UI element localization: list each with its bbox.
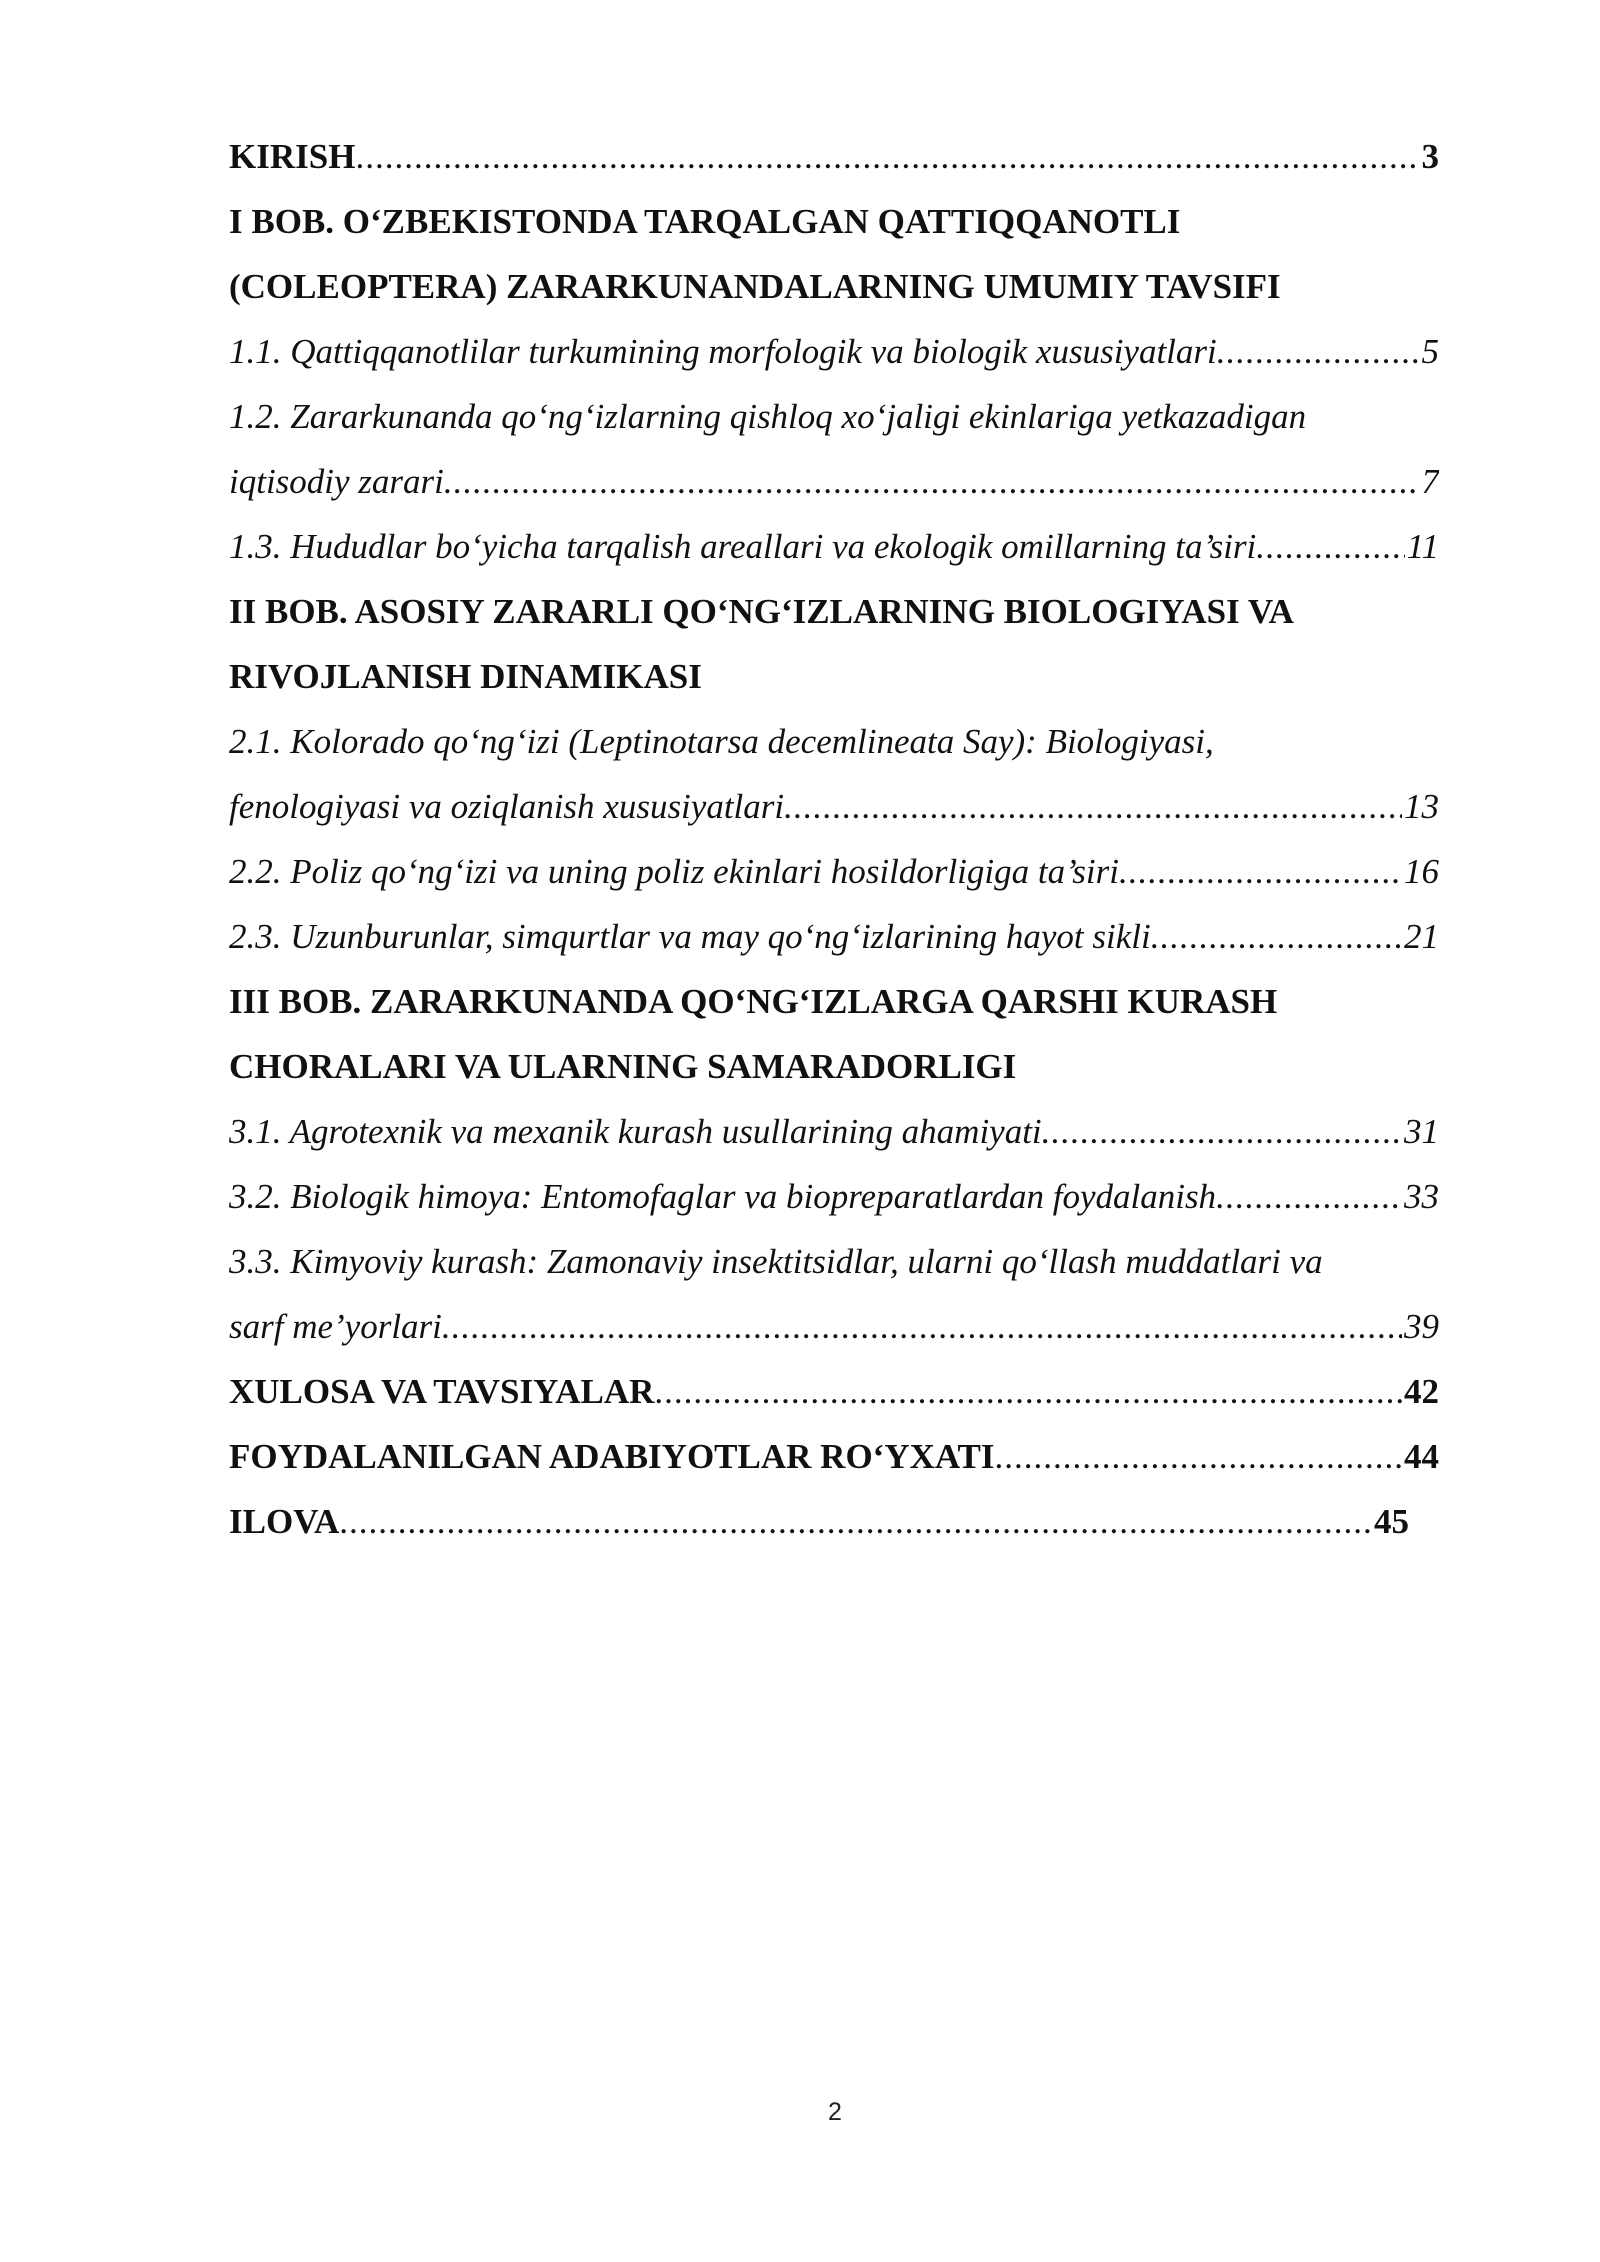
toc-entry-kirish [229,124,1439,189]
toc-page-number: 21 [1404,917,1439,956]
toc-entry-xulosa [229,1359,1439,1424]
dot-leader [654,1359,1402,1424]
toc-page-number: 13 [1404,787,1439,826]
toc-page-number: 5 [1421,332,1439,371]
toc-entry-title: 3.1. Agrotexnik va mexanik kurash usullarining ahamiyati [229,1112,1042,1151]
toc-page-number: 16 [1404,852,1439,891]
toc-entry-title: 2.2. Poliz qo‘ng‘izi va uning poliz ekinlari hosildorligiga ta’siri [229,852,1119,891]
chapter-1-title-line-1: I BOB. O‘ZBEKISTONDA TARQALGAN QATTIQQANOTLI [229,202,1181,241]
toc-entry-title: fenologiyasi va oziqlanish xususiyatlari [229,787,785,826]
toc-entry-title: FOYDALANILGAN ADABIYOTLAR RO‘YXATI [229,1437,995,1476]
dot-leader [442,1294,1402,1359]
toc-page-number: 7 [1421,462,1439,501]
dot-leader [1217,319,1420,384]
toc-entry-title: XULOSA VA TAVSIYALAR [229,1372,655,1411]
toc-page-number: 33 [1404,1177,1439,1216]
dot-leader [784,774,1402,839]
toc-entry-title: sarf me’yorlari [229,1307,442,1346]
chapter-2-title-line-2: RIVOJLANISH DINAMIKASI [229,657,702,696]
toc-page-number: 44 [1404,1437,1439,1476]
toc-entry-title: 3.2. Biologik himoya: Entomofaglar va biopreparatlardan foydalanish [229,1177,1217,1216]
toc-entry-adabiyotlar [229,1424,1439,1489]
toc-entry-3-1 [229,1099,1439,1164]
toc-entry-1-1 [229,319,1439,384]
toc-entry-2-1 [229,774,1439,839]
toc-page-number: 11 [1406,527,1439,566]
table-of-contents [229,124,1439,1554]
toc-entry-title: KIRISH [229,137,356,176]
toc-entry-1-3 [229,514,1439,579]
chapter-3-title-line-2: CHORALARI VA ULARNING SAMARADORLIGI [229,1047,1017,1086]
toc-entry-title: 1.3. Hududlar bo‘yicha tarqalish areallari va ekologik omillarning ta’siri [229,527,1257,566]
toc-entry-3-3-line-1: 3.3. Kimyoviy kurash: Zamonaviy insektitsidlar, ularni qo‘llash muddatlari va [229,1242,1323,1281]
toc-entry-3-3 [229,1294,1439,1359]
dot-leader [1216,1164,1402,1229]
chapter-1-title-line-2: (COLEOPTERA) ZARARKUNANDALARNING UMUMIY TAVSIFI [229,267,1281,306]
dot-leader [1151,904,1402,969]
toc-entry-ilova [229,1489,1409,1554]
toc-entry-title: 1.1. Qattiqqanotlilar turkumining morfologik va biologik xususiyatlari [229,332,1217,371]
dot-leader [1119,839,1402,904]
toc-page-number: 42 [1404,1372,1439,1411]
dot-leader [339,1489,1372,1554]
toc-entry-3-2 [229,1164,1439,1229]
dot-leader [1256,514,1404,579]
page-number: 2 [828,2098,842,2126]
toc-page-number: 31 [1404,1112,1439,1151]
toc-entry-1-2-line-1: 1.2. Zararkunanda qo‘ng‘izlarning qishloq xo‘jaligi ekinlariga yetkazadigan [229,397,1307,436]
toc-page-number: 39 [1404,1307,1439,1346]
dot-leader [1042,1099,1402,1164]
chapter-3-title-line-1: III BOB. ZARARKUNANDA QO‘NG‘IZLARGA QARSHI KURASH [229,982,1278,1021]
dot-leader [444,449,1420,514]
toc-entry-title: iqtisodiy zarari [229,462,444,501]
toc-entry-1-2 [229,449,1439,514]
chapter-2-title-line-1: II BOB. ASOSIY ZARARLI QO‘NG‘IZLARNING BIOLOGIYASI VA [229,592,1294,631]
toc-entry-2-2 [229,839,1439,904]
toc-page-number: 45 [1374,1502,1409,1541]
dot-leader [995,1424,1402,1489]
toc-entry-2-1-line-1: 2.1. Kolorado qo‘ng‘izi (Leptinotarsa decemlineata Say): Biologiyasi, [229,722,1214,761]
toc-entry-title: ILOVA [229,1502,340,1541]
toc-entry-2-3 [229,904,1439,969]
toc-entry-title: 2.3. Uzunburunlar, simqurtlar va may qo‘ng‘izlarining hayot sikli [229,917,1151,956]
toc-page-number: 3 [1421,137,1439,176]
dot-leader [355,124,1419,189]
